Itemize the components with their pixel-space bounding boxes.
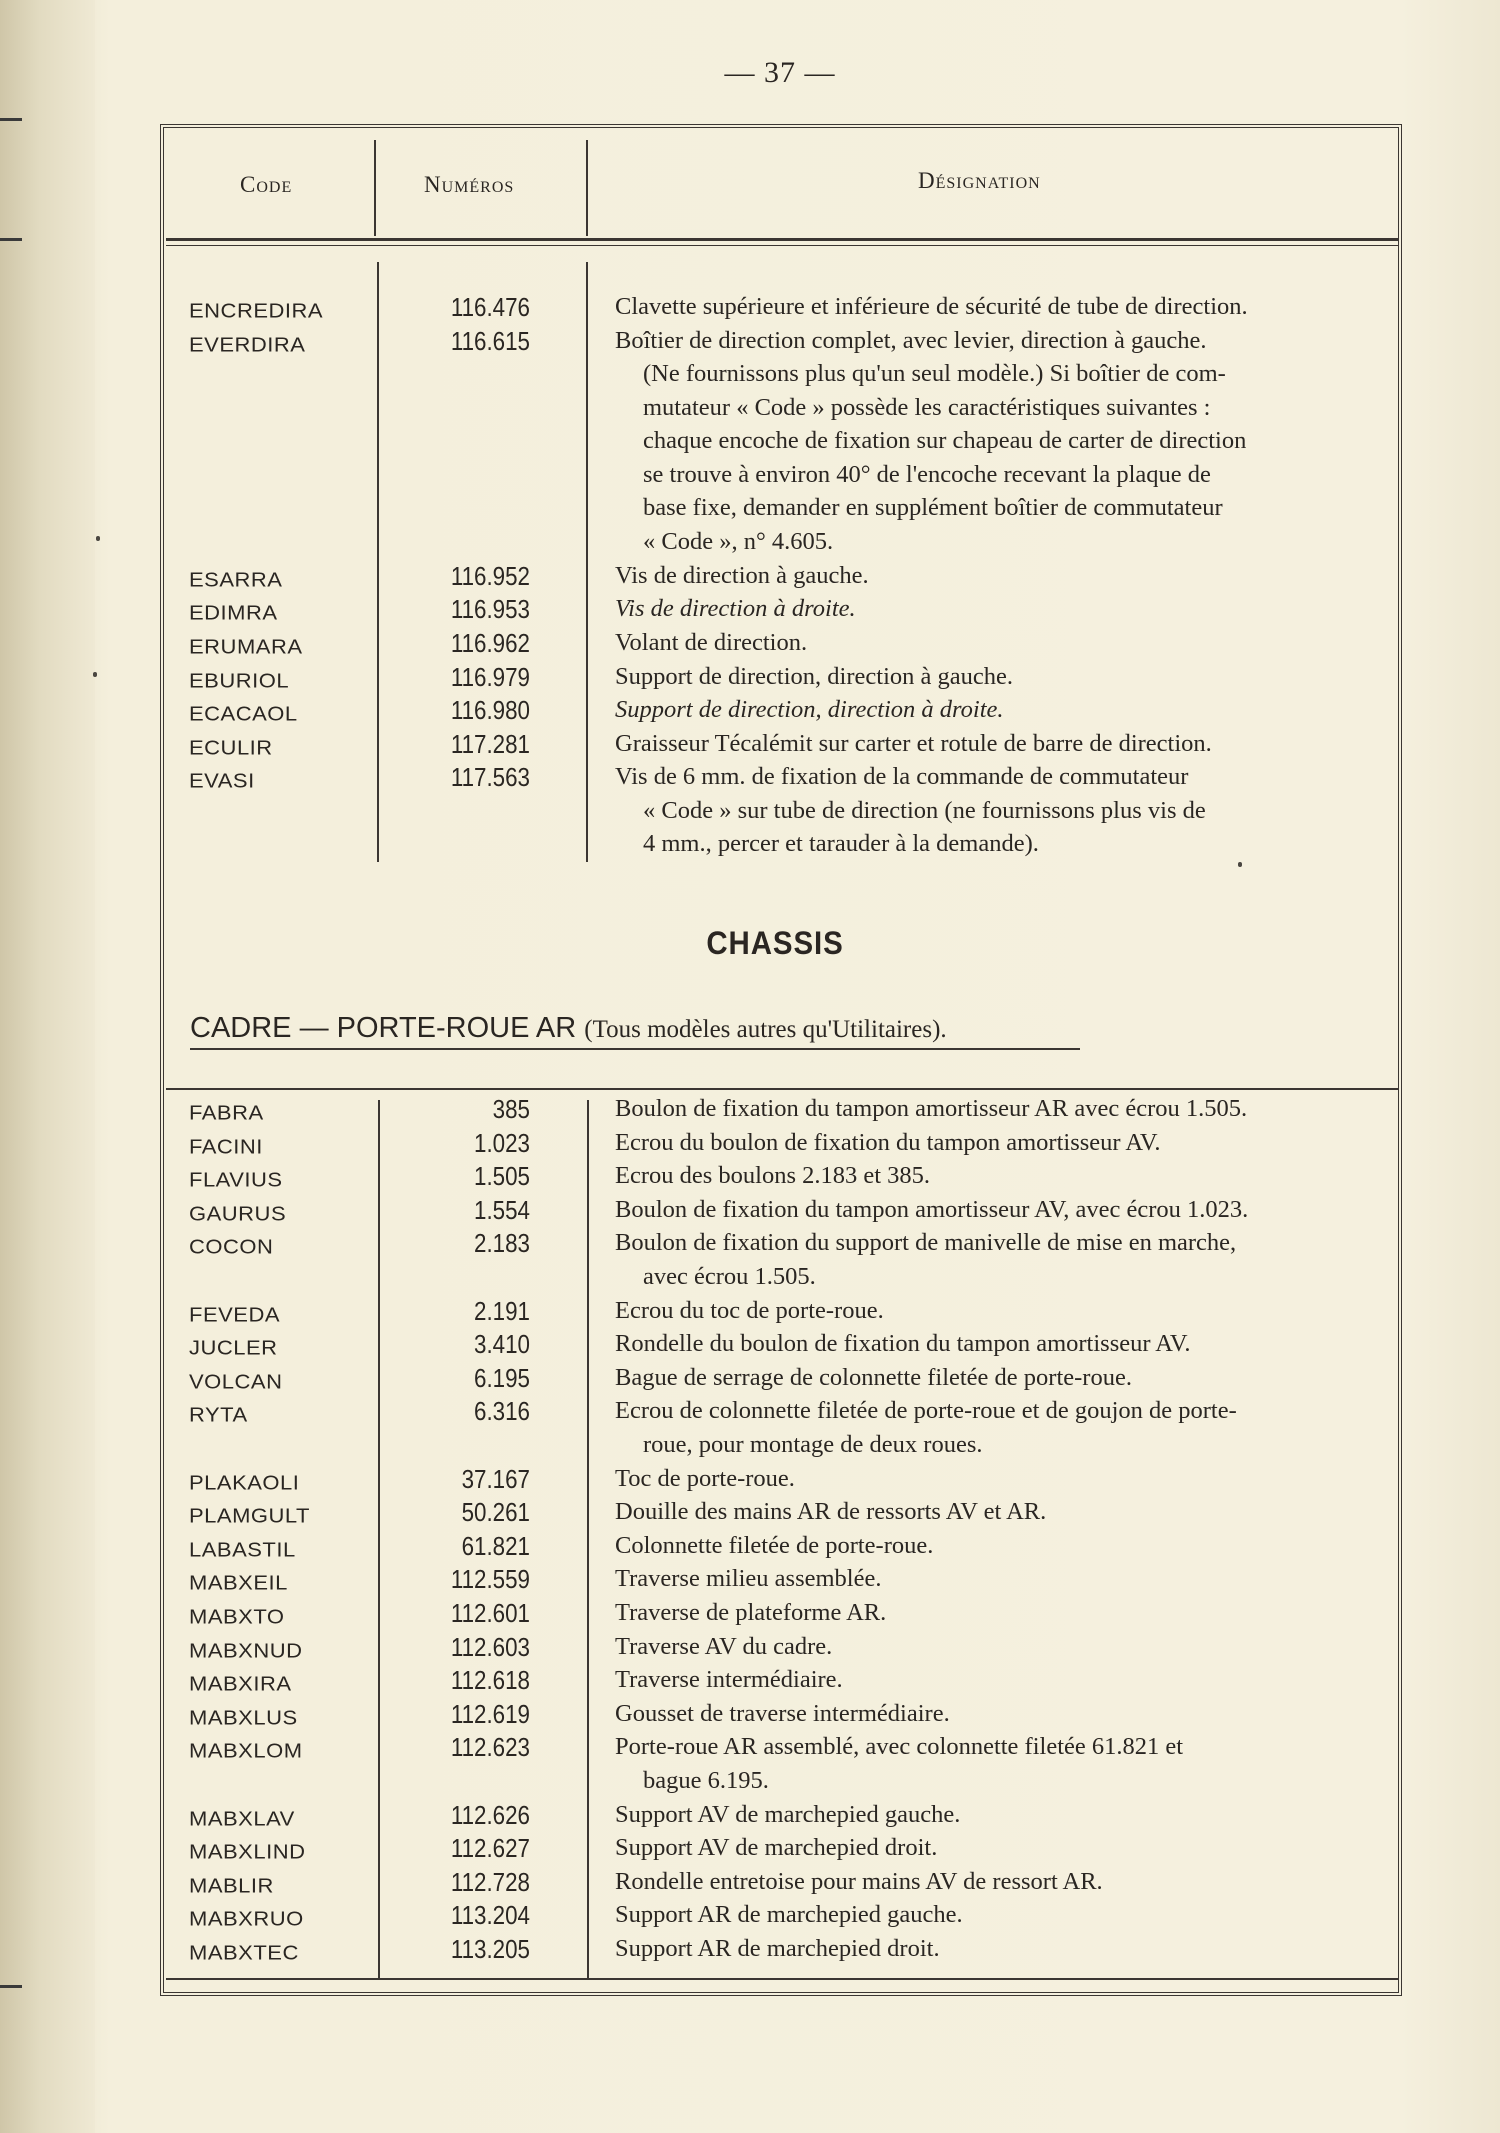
- paper-speck: [96, 536, 100, 541]
- part-code: LABASTIL: [189, 1537, 296, 1561]
- designation-line: (Ne fournissons plus qu'un seul modèle.) Si boîtier de com-: [643, 360, 1226, 388]
- bottom-rule: [166, 1978, 1398, 1980]
- part-code: MABXIRA: [189, 1672, 292, 1696]
- part-number: 6.316: [474, 1396, 530, 1427]
- part-code: FACINI: [189, 1134, 263, 1158]
- designation-line: Boîtier de direction complet, avec levier, direction à gauche.: [615, 326, 1207, 354]
- part-designation: [615, 1898, 1380, 1932]
- designation-line: Support AV de marchepied gauche.: [615, 1800, 961, 1828]
- part-code: EDIMRA: [189, 601, 278, 625]
- column-divider: [374, 140, 376, 236]
- part-number: 116.476: [450, 292, 530, 322]
- column-header-code: Code: [240, 172, 293, 197]
- part-designation: [615, 1730, 1380, 1797]
- designation-line: Support de direction, direction à gauche.: [615, 662, 1013, 690]
- part-number: 116.962: [450, 628, 530, 658]
- part-number: 112.627: [450, 1833, 530, 1864]
- designation-line: Support de direction, direction à droite.: [615, 696, 1004, 724]
- subsection-title: [190, 1012, 947, 1045]
- binding-edge-mark: [0, 118, 22, 121]
- page-number: — 37 —: [724, 56, 836, 89]
- part-designation: [615, 1697, 1380, 1731]
- subsection-main: CADRE — PORTE-ROUE AR: [190, 1012, 577, 1044]
- part-designation: [615, 727, 1380, 761]
- part-designation: [615, 1126, 1380, 1160]
- part-designation: [615, 1798, 1380, 1832]
- designation-line: Graisseur Técalémit sur carter et rotule de barre de direction.: [615, 729, 1212, 757]
- part-designation: [615, 592, 1380, 626]
- part-code: MABXTEC: [189, 1941, 299, 1965]
- part-designation: [615, 626, 1380, 660]
- part-code: VOLCAN: [189, 1369, 283, 1393]
- part-number: 3.410: [474, 1329, 530, 1360]
- designation-line: Support AV de marchepied droit.: [615, 1834, 938, 1862]
- part-number: 1.554: [474, 1194, 530, 1225]
- designation-line: chaque encoche de fixation sur chapeau de carter de direction: [643, 427, 1247, 455]
- designation-line: Colonnette filetée de porte-roue.: [615, 1531, 934, 1559]
- part-designation: [615, 660, 1380, 694]
- designation-line: Porte-roue AR assemblé, avec colonnette filetée 61.821 et: [615, 1733, 1184, 1761]
- designation-line: bague 6.195.: [643, 1766, 769, 1794]
- part-number: 112.728: [450, 1866, 530, 1897]
- designation-line: Ecrou du toc de porte-roue.: [615, 1296, 884, 1324]
- designation-line: « Code » sur tube de direction (ne fournissons plus vis de: [643, 796, 1206, 824]
- part-designation: [615, 1630, 1380, 1664]
- part-number: 385: [492, 1094, 530, 1124]
- part-code: MABXLOM: [189, 1739, 303, 1763]
- part-code: PLAMGULT: [189, 1504, 310, 1528]
- designation-line: Vis de 6 mm. de fixation de la commande de commutateur: [615, 763, 1189, 791]
- part-designation: [615, 1596, 1380, 1630]
- designation-line: Toc de porte-roue.: [615, 1464, 795, 1492]
- designation-line: base fixe, demander en supplément boîtier de commutateur: [643, 494, 1223, 522]
- part-code: FEVEDA: [189, 1302, 281, 1326]
- column-divider: [378, 1100, 380, 1980]
- column-divider: [586, 140, 588, 236]
- part-number: 113.205: [450, 1934, 530, 1964]
- part-number: 1.505: [474, 1161, 530, 1192]
- designation-line: Boulon de fixation du tampon amortisseur AR avec écrou 1.505.: [615, 1095, 1248, 1122]
- part-number: 112.619: [450, 1698, 530, 1729]
- part-code: COCON: [189, 1235, 274, 1259]
- column-header-numeros: Numéros: [424, 172, 515, 197]
- designation-line: avec écrou 1.505.: [643, 1262, 816, 1290]
- binding-margin: [0, 0, 95, 2133]
- designation-line: « Code », n° 4.605.: [643, 527, 834, 555]
- binding-edge-mark: [0, 1985, 22, 1988]
- designation-line: 4 mm., percer et tarauder à la demande).: [643, 830, 1039, 858]
- part-designation: [615, 1361, 1380, 1395]
- designation-line: Vis de direction à droite.: [615, 595, 856, 623]
- subsection-underline: [190, 1048, 1080, 1050]
- part-code: MABXLUS: [189, 1705, 298, 1729]
- part-number: 112.623: [450, 1732, 530, 1763]
- part-designation: [615, 1865, 1380, 1899]
- designation-line: Traverse intermédiaire.: [615, 1666, 843, 1694]
- part-code: MABXTO: [189, 1605, 285, 1629]
- part-code: ESARRA: [189, 567, 283, 591]
- part-code: FABRA: [189, 1101, 264, 1125]
- section-title: CHASSIS: [706, 925, 844, 961]
- paper-speck: [93, 672, 97, 677]
- paper-speck: [1238, 862, 1242, 867]
- part-number: 113.204: [450, 1900, 530, 1931]
- part-code: EVASI: [189, 769, 255, 793]
- part-code: MABXRUO: [189, 1907, 304, 1931]
- part-number: 112.559: [450, 1564, 530, 1595]
- part-number: 1.023: [474, 1127, 530, 1158]
- part-designation: [615, 760, 1380, 861]
- designation-line: Support AR de marchepied droit.: [615, 1935, 940, 1962]
- designation-line: Volant de direction.: [615, 629, 808, 656]
- designation-line: Support AR de marchepied gauche.: [615, 1901, 963, 1929]
- designation-line: Traverse de plateforme AR.: [615, 1599, 887, 1626]
- part-number: 2.183: [474, 1228, 530, 1259]
- designation-line: Traverse milieu assemblée.: [615, 1565, 882, 1593]
- part-designation: [615, 1529, 1380, 1563]
- part-code: ECULIR: [189, 735, 273, 759]
- part-designation: [615, 693, 1380, 727]
- designation-line: Ecrou de colonnette filetée de porte-roue et de goujon de porte-: [615, 1397, 1237, 1425]
- part-number: 2.191: [474, 1295, 530, 1326]
- designation-line: Vis de direction à gauche.: [615, 561, 869, 589]
- part-designation: [615, 1226, 1380, 1293]
- part-designation: [615, 1193, 1380, 1227]
- designation-line: Clavette supérieure et inférieure de sécurité de tube de direction.: [615, 293, 1248, 320]
- header-rule: [166, 238, 1398, 246]
- part-code: MABXLAV: [189, 1806, 295, 1830]
- part-number: 6.195: [474, 1362, 530, 1393]
- part-designation: [615, 1327, 1380, 1361]
- part-designation: [615, 1495, 1380, 1529]
- designation-line: mutateur « Code » possède les caractéristiques suivantes :: [643, 393, 1211, 421]
- part-code: FLAVIUS: [189, 1168, 283, 1192]
- part-designation: [615, 290, 1380, 324]
- designation-line: Bague de serrage de colonnette filetée de porte-roue.: [615, 1363, 1132, 1391]
- part-number: 50.261: [461, 1497, 530, 1528]
- part-number: 61.821: [461, 1530, 530, 1561]
- part-number: 116.615: [450, 325, 530, 356]
- part-number: 112.618: [450, 1665, 530, 1696]
- part-code: PLAKAOLI: [189, 1470, 300, 1494]
- part-designation: [615, 1092, 1380, 1126]
- part-designation: [615, 1831, 1380, 1865]
- binding-edge-mark: [0, 238, 22, 241]
- part-designation: [615, 1394, 1380, 1461]
- subsection-rule: [166, 1088, 1398, 1090]
- part-designation: [615, 559, 1380, 593]
- part-code: RYTA: [189, 1403, 248, 1427]
- designation-line: Ecrou du boulon de fixation du tampon amortisseur AV.: [615, 1128, 1161, 1156]
- part-designation: [615, 324, 1380, 559]
- designation-line: Douille des mains AR de ressorts AV et AR.: [615, 1498, 1047, 1526]
- designation-line: Rondelle entretoise pour mains AV de ressort AR.: [615, 1867, 1103, 1895]
- part-code: EBURIOL: [189, 668, 290, 692]
- designation-line: roue, pour montage de deux roues.: [643, 1430, 983, 1458]
- part-number: 116.953: [450, 594, 530, 625]
- subsection-note: (Tous modèles autres qu'Utilitaires).: [584, 1016, 947, 1043]
- part-code: ENCREDIRA: [189, 299, 324, 323]
- part-designation: [615, 1663, 1380, 1697]
- part-number: 112.601: [450, 1598, 530, 1628]
- part-designation: [615, 1932, 1380, 1966]
- part-number: 117.563: [450, 762, 530, 793]
- part-code: GAURUS: [189, 1201, 287, 1225]
- part-code: MABLIR: [189, 1873, 274, 1897]
- column-divider: [586, 262, 588, 862]
- column-divider: [587, 1100, 589, 1980]
- part-designation: [615, 1562, 1380, 1596]
- part-code: MABXLIND: [189, 1840, 306, 1864]
- designation-line: Boulon de fixation du tampon amortisseur AV, avec écrou 1.023.: [615, 1195, 1249, 1223]
- part-code: MABXEIL: [189, 1571, 288, 1595]
- designation-line: se trouve à environ 40° de l'encoche recevant la plaque de: [643, 460, 1211, 488]
- part-number: 116.980: [450, 695, 530, 726]
- part-code: ECACAOL: [189, 702, 298, 726]
- part-designation: [615, 1159, 1380, 1193]
- part-designation: [615, 1294, 1380, 1328]
- part-code: ERUMARA: [189, 635, 303, 659]
- part-number: 116.979: [450, 661, 530, 692]
- column-divider: [377, 262, 379, 862]
- part-number: 112.626: [450, 1799, 530, 1830]
- part-number: 37.167: [461, 1463, 530, 1494]
- part-code: EVERDIRA: [189, 332, 306, 356]
- part-designation: [615, 1462, 1380, 1496]
- designation-line: Traverse AV du cadre.: [615, 1632, 833, 1660]
- part-code: MABXNUD: [189, 1638, 303, 1662]
- designation-line: Ecrou des boulons 2.183 et 385.: [615, 1162, 931, 1190]
- part-code: JUCLER: [189, 1336, 278, 1360]
- column-header-designation: Désignation: [918, 168, 1041, 193]
- part-number: 117.281: [450, 728, 530, 759]
- designation-line: Rondelle du boulon de fixation du tampon amortisseur AV.: [615, 1330, 1191, 1358]
- part-number: 116.952: [450, 560, 530, 591]
- part-number: 112.603: [450, 1631, 530, 1662]
- designation-line: Gousset de traverse intermédiaire.: [615, 1699, 950, 1727]
- designation-line: Boulon de fixation du support de manivelle de mise en marche,: [615, 1229, 1237, 1257]
